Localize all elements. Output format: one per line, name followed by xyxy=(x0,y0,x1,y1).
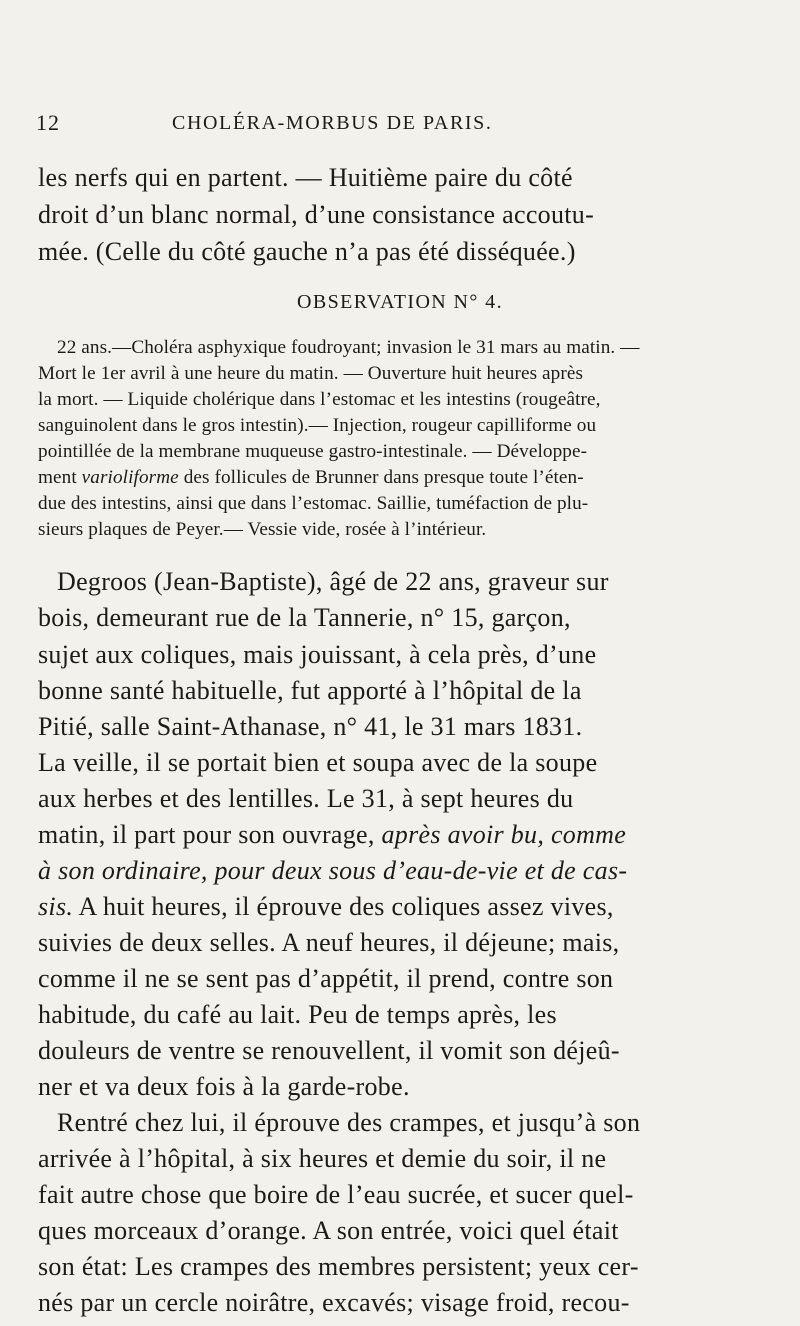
running-head: CHOLÉRA-MORBUS DE PARIS. xyxy=(172,112,493,134)
page-number: 12 xyxy=(36,110,60,135)
text-line: douleurs de ventre se renouvellent, il vomit son déjeû- xyxy=(38,1036,620,1065)
text-line: bois, demeurant rue de la Tannerie, n° 15, garçon, xyxy=(38,603,571,632)
text-line: ques morceaux d’orange. A son entrée, voici quel était xyxy=(38,1216,619,1245)
summary-line: ment varioliforme des follicules de Brunner dans presque toute l’éten- xyxy=(38,467,584,488)
text-line: habitude, du café au lait. Peu de temps après, les xyxy=(38,1000,557,1029)
summary-line: sieurs plaques de Peyer.— Vessie vide, rosée à l’intérieur. xyxy=(38,519,487,540)
text-line: ner et va deux fois à la garde-robe. xyxy=(38,1072,410,1101)
page-header xyxy=(36,110,764,140)
text-line: Rentré chez lui, il éprouve des crampes, et jusqu’à son xyxy=(57,1108,641,1137)
text-line: son état: Les crampes des membres persistent; yeux cer- xyxy=(38,1252,639,1281)
text-line: matin, il part pour son ouvrage, après avoir bu, comme xyxy=(38,820,627,849)
text-line: aux herbes et des lentilles. Le 31, à sept heures du xyxy=(38,784,574,813)
text-line: Pitié, salle Saint-Athanase, n° 41, le 31 mars 1831. xyxy=(38,712,583,741)
text-line: sis. A huit heures, il éprouve des coliques assez vives, xyxy=(38,892,614,921)
text-line: nés par un cercle noirâtre, excavés; visage froid, recou- xyxy=(38,1288,630,1317)
text-line: fait autre chose que boire de l’eau sucrée, et sucer quel- xyxy=(38,1180,634,1209)
text-line: bonne santé habituelle, fut apporté à l’hôpital de la xyxy=(38,676,582,705)
summary-line: 22 ans.—Choléra asphyxique foudroyant; invasion le 31 mars au matin. — xyxy=(57,337,640,358)
text-line: mée. (Celle du côté gauche n’a pas été disséquée.) xyxy=(38,237,576,266)
text-line: comme il ne se sent pas d’appétit, il prend, contre son xyxy=(38,964,614,993)
summary-line: due des intestins, ainsi que dans l’estomac. Saillie, tuméfaction de plu- xyxy=(38,493,589,514)
text-line: à son ordinaire, pour deux sous d’eau-de-vie et de cas- xyxy=(38,856,628,885)
summary-line: la mort. — Liquide cholérique dans l’estomac et les intestins (rougeâtre, xyxy=(38,389,601,410)
summary-line: sanguinolent dans le gros intestin).— Injection, rougeur capilliforme ou xyxy=(38,415,597,436)
text-line: droit d’un blanc normal, d’une consistance accoutu- xyxy=(38,200,595,229)
summary-line: pointillée de la membrane muqueuse gastro-intestinale. — Développe- xyxy=(38,441,588,462)
observation-title: OBSERVATION N° 4. xyxy=(297,291,503,313)
text-line: arrivée à l’hôpital, à six heures et demie du soir, il ne xyxy=(38,1144,607,1173)
summary-line: Mort le 1er avril à une heure du matin. — Ouverture huit heures après xyxy=(38,363,584,384)
text-line: La veille, il se portait bien et soupa avec de la soupe xyxy=(38,748,598,777)
text-line: Degroos (Jean-Baptiste), âgé de 22 ans, graveur sur xyxy=(57,567,609,596)
text-line: suivies de deux selles. A neuf heures, il déjeune; mais, xyxy=(38,928,620,957)
text-line: les nerfs qui en partent. — Huitième paire du côté xyxy=(38,163,573,192)
text-line: sujet aux coliques, mais jouissant, à cela près, d’une xyxy=(38,640,597,669)
